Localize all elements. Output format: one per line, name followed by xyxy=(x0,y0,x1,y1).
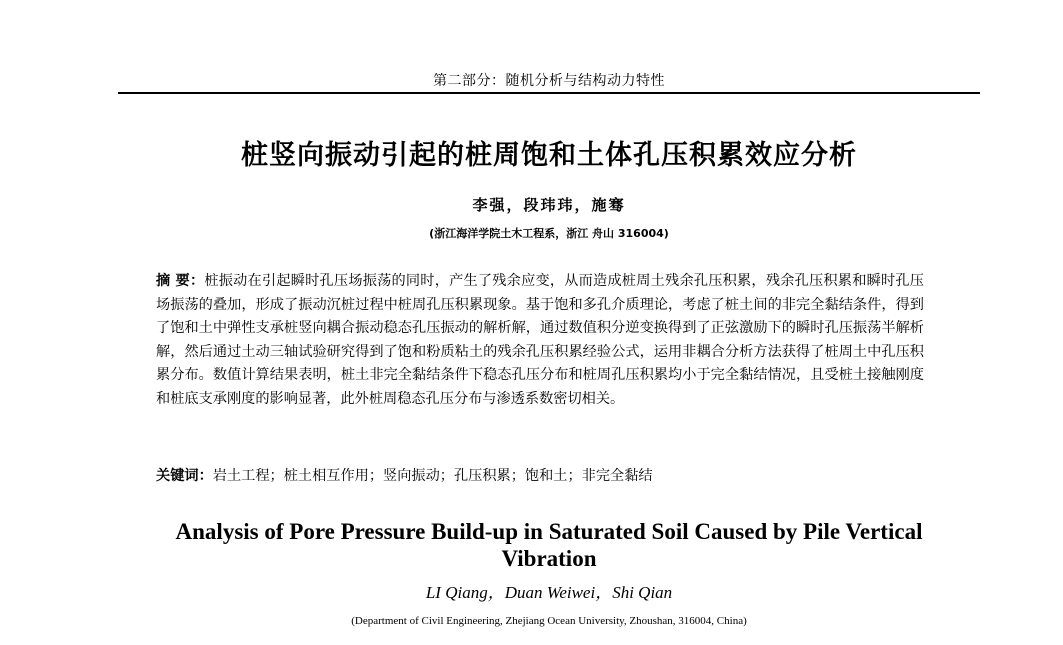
header-rule xyxy=(118,92,980,94)
english-authors: LI Qiang，Duan Weiwei，Shi Qian xyxy=(425,583,673,602)
chinese-authors: 李强，段玮玮，施骞 xyxy=(472,196,626,214)
english-title: Analysis of Pore Pressure Build-up in Saturated Soil Caused by Pile Vertical Vibration xyxy=(175,519,923,571)
english-affiliation: (Department of Civil Engineering, Zhejiang Ocean University, Zhoushan, 316004, China) xyxy=(351,615,747,627)
chinese-title: 桩竖向振动引起的桩周饱和土体孔压积累效应分析 xyxy=(241,140,857,171)
running-head: 第二部分：随机分析与结构动力特性 xyxy=(433,73,665,89)
keywords-text: 岩土工程；桩土相互作用；竖向振动；孔压积累；饱和土；非完全黏结 xyxy=(212,468,653,484)
abstract-label: 摘 要： xyxy=(156,273,205,289)
abstract-text: 桩振动在引起瞬时孔压场振荡的同时，产生了残余应变，从而造成桩周土残余孔压积累，残余孔压积累和瞬时孔压场振荡的叠加，形成了振动沉桩过程中桩周孔压积累现象。基于饱和多孔介质理论，考虑了桩土间的非完全黏结条件，得到了饱和土中弹性支承桩竖向耦合振动稳态孔压振动的解析解，通过数值积分逆变换得到了正弦激励下的瞬时孔压振荡半解析解，然后通过土动三轴试验研究得到了饱和粉质粘土的残余孔压积累经验公式，运用非耦合分析方法获得了桩周土中孔压积累分布。数值计算结果表明，桩土非完全黏结条件下稳态孔压分布和桩周孔压积累均小于完全黏结情况，且受桩土接触刚度和桩底支承刚度的影响显著，此外桩周稳态孔压分布与渗透系数密切相关。 xyxy=(156,273,924,407)
keywords-label: 关键词： xyxy=(156,468,213,484)
keywords xyxy=(156,465,924,485)
abstract xyxy=(156,270,924,411)
chinese-affiliation: (浙江海洋学院土木工程系，浙江 舟山 316004) xyxy=(429,227,669,240)
